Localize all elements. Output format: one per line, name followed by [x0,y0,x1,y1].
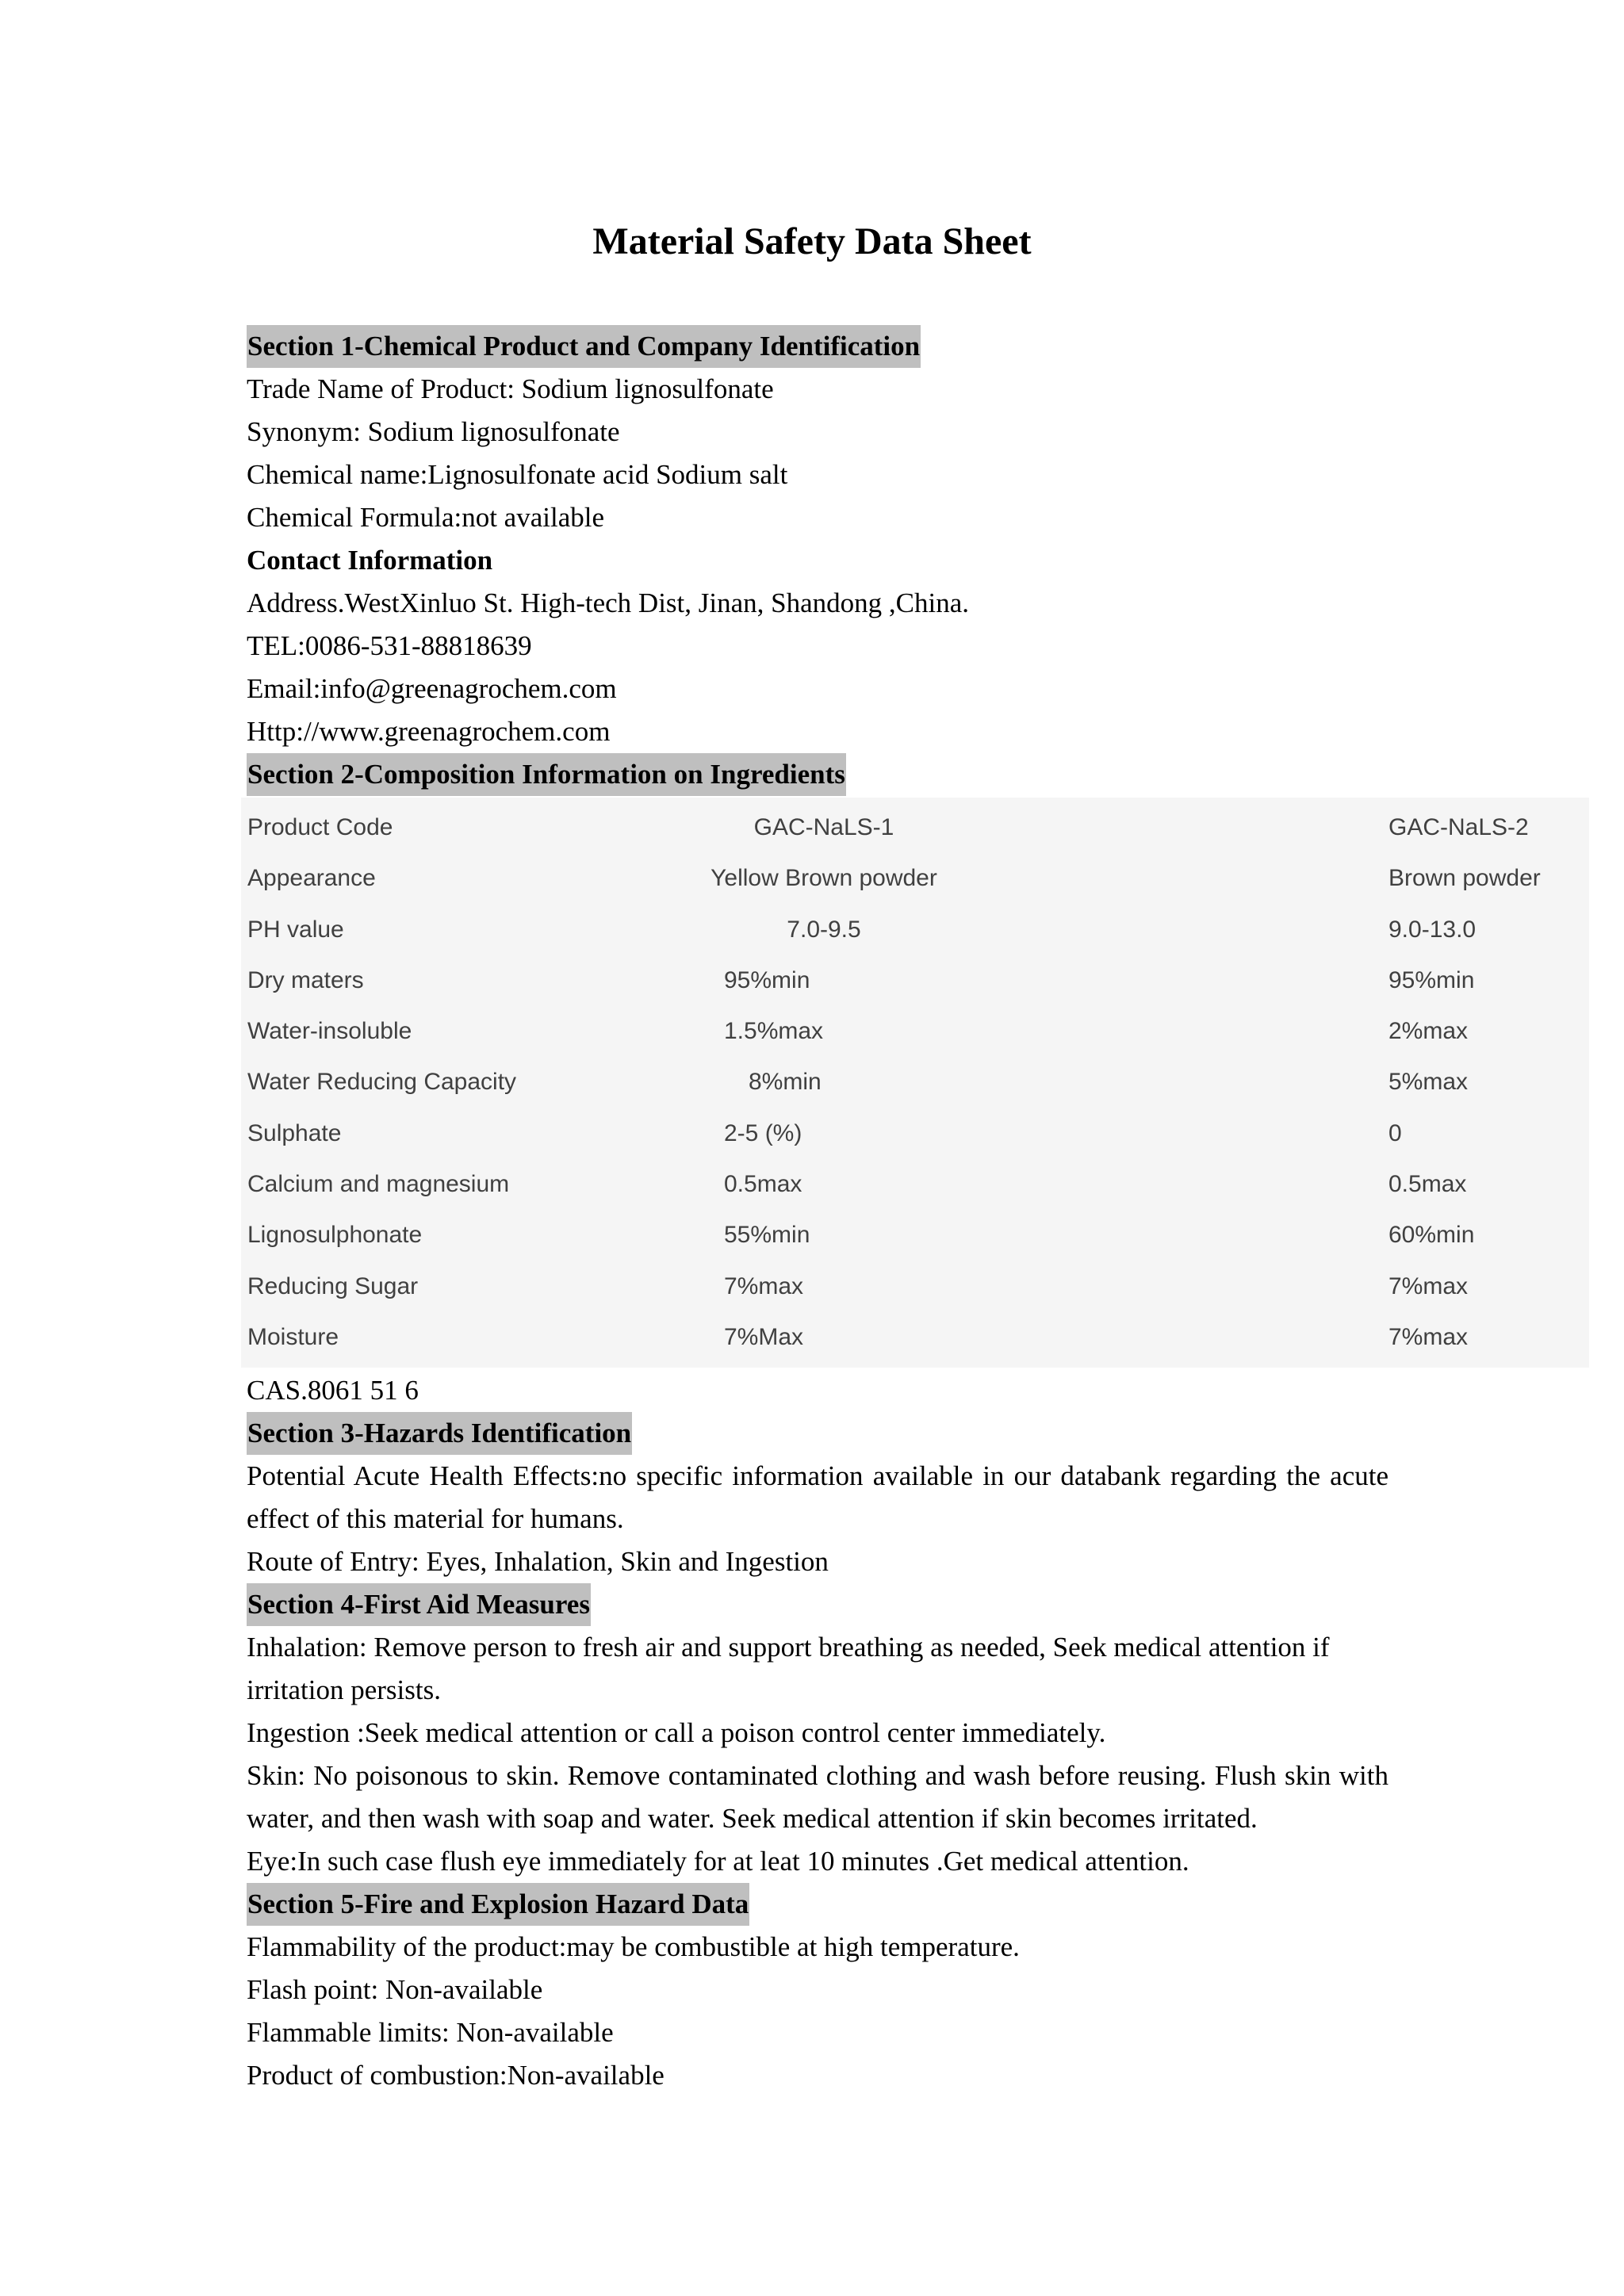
table-row [241,955,1589,1006]
table-cell-nals-2: 7%max [1388,1323,1469,1350]
table-cell-nals-2: 7%max [1388,1272,1469,1299]
table-row [241,1057,1589,1108]
ingestion-measure: Ingestion :Seek medical attention or call a poison control center immediately. [247,1717,1106,1749]
synonym: Synonym: Sodium lignosulfonate [247,416,620,447]
table-cell-label: Reducing Sugar [247,1272,419,1299]
website: Http://www.greenagrochem.com [247,716,611,747]
table-cell-nals-1: 8%min [749,1069,822,1096]
combustion-products: Product of combustion:Non-available [247,2060,665,2091]
table-cell-nals-2: 9.0-13.0 [1388,916,1477,943]
section-1-heading: Section 1-Chemical Product and Company Identification [247,325,921,368]
table-cell-label: Water Reducing Capacity [247,1069,517,1096]
eye-measure: Eye:In such case flush eye immediately for at leat 10 minutes .Get medical attention. [247,1846,1189,1877]
table-cell-nals-2: 60%min [1388,1222,1475,1249]
table-cell-nals-2: 0.5max [1388,1171,1467,1198]
table-cell-nals-1: 2-5 (%) [724,1119,802,1146]
table-row [241,853,1589,904]
email: Email:info@greenagrochem.com [247,673,617,704]
table-cell-label: Lignosulphonate [247,1222,423,1249]
table-cell-label: Moisture [247,1323,339,1350]
table-row [241,802,1589,853]
table-cell-nals-2: Brown powder [1388,865,1541,892]
table-cell-label: Sulphate [247,1119,342,1146]
skin-measure: Skin: No poisonous to skin. Remove contaminated clothing and wash before reusing. Flush skin with water, and then wash with soap and water. Seek medical attention if skin becomes irritated. [247,1760,1388,1835]
table-row [241,1159,1589,1210]
chemical-name: Chemical name:Lignosulfonate acid Sodium salt [247,459,788,490]
telephone: TEL:0086-531-88818639 [247,630,532,661]
contact-heading: Contact Information [247,545,493,576]
table-cell-nals-1: 55%min [724,1222,810,1249]
table-cell-nals-1: 7%max [724,1272,804,1299]
route-of-entry: Route of Entry: Eyes, Inhalation, Skin and Ingestion [247,1546,829,1578]
table-row [241,1210,1589,1261]
section-3-heading: Section 3-Hazards Identification [247,1412,632,1455]
table-cell-label: Product Code [247,814,393,840]
flammability: Flammability of the product:may be combustible at high temperature. [247,1931,1020,1963]
table-cell-label: Water-insoluble [247,1018,412,1045]
table-cell-label: Calcium and magnesium [247,1171,510,1198]
flammable-limits: Flammable limits: Non-available [247,2017,614,2049]
table-cell-nals-1: 0.5max [724,1171,802,1198]
table-row [241,1261,1589,1312]
table-cell-nals-2: GAC-NaLS-2 [1388,814,1529,840]
table-row [241,1006,1589,1057]
table-cell-label: Appearance [247,865,376,892]
table-cell-nals-1: 7.0-9.5 [787,916,861,943]
table-cell-nals-1: 1.5%max [724,1018,824,1045]
table-cell-nals-2: 0 [1388,1119,1402,1146]
acute-health-effects: Potential Acute Health Effects:no specific information available in our databank regarding the acute effect of this material for humans. [247,1460,1388,1535]
table-cell-nals-2: 2%max [1388,1018,1469,1045]
table-cell-nals-2: 95%min [1388,966,1475,993]
address: Address.WestXinluo St. High-tech Dist, Jinan, Shandong ,China. [247,587,970,618]
trade-name: Trade Name of Product: Sodium lignosulfonate [247,373,774,404]
table-cell-label: PH value [247,916,344,943]
table-row [241,905,1589,955]
table-cell-nals-1: 7%Max [724,1323,804,1350]
table-row [241,1108,1589,1159]
table-cell-nals-1: Yellow Brown powder [710,865,937,892]
section-5-heading: Section 5-Fire and Explosion Hazard Data [247,1883,749,1926]
chemical-formula: Chemical Formula:not available [247,502,604,533]
table-cell-nals-1: 95%min [724,966,810,993]
composition-table [241,798,1589,1368]
table-row [241,1312,1589,1363]
section-2-heading: Section 2-Composition Information on Ingredients [247,753,846,796]
cas-number: CAS.8061 51 6 [247,1375,419,1406]
table-cell-nals-1: GAC-NaLS-1 [753,814,894,840]
inhalation-measure: Inhalation: Remove person to fresh air and support breathing as needed, Seek medical attention if irritation persists. [247,1632,1330,1706]
table-cell-label: Dry maters [247,966,364,993]
table-cell-nals-2: 5%max [1388,1069,1469,1096]
flash-point: Flash point: Non-available [247,1974,543,2006]
document-body [247,325,1541,2097]
page-title: Material Safety Data Sheet [592,220,1032,262]
section-4-heading: Section 4-First Aid Measures [247,1583,591,1626]
